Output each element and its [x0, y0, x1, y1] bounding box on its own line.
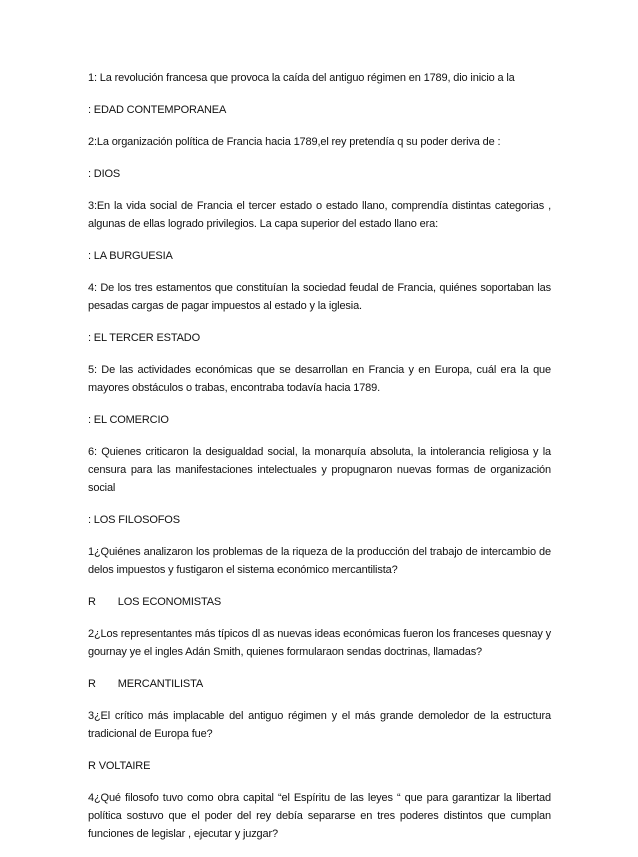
question-2: 2:La organización política de Francia hacia 1789,el rey pretendía q su poder deriva de : — [88, 136, 501, 148]
answer-9: R VOLTAIRE — [88, 760, 151, 772]
question-8: 2¿Los representantes más típicos dl as nuevas ideas económicas fueron los franceses quesnay y gournay ye el ingles Adán Smith, quienes formularaon sendas doctrinas, llamadas? — [88, 628, 551, 658]
answer-4: : EL TERCER ESTADO — [88, 332, 201, 344]
answer-3: : LA BURGUESIA — [88, 250, 173, 262]
question-7: 1¿Quiénes analizaron los problemas de la riqueza de la producción del trabajo de intercambio de delos impuestos y fustigaron el sistema económico mercantilista? — [88, 546, 551, 576]
answer-prefix: R — [88, 596, 96, 608]
answer-7 — [88, 593, 551, 611]
answer-prefix: R — [88, 678, 96, 690]
answer-text: MERCANTILISTA — [117, 678, 204, 690]
question-6: 6: Quienes criticaron la desigualdad social, la monarquía absoluta, la intolerancia religiosa y la censura para las manifestaciones intelectuales y propugnaron nuevas formas de organización social — [88, 446, 551, 494]
answer-5: : EL COMERCIO — [88, 414, 169, 426]
question-5: 5: De las actividades económicas que se desarrollan en Francia y en Europa, cuál era la que mayores obstáculos o trabas, encontraba todavía hacia 1789. — [88, 364, 551, 394]
question-1: 1: La revolución francesa que provoca la caída del antiguo régimen en 1789, dio inicio a la — [88, 72, 515, 84]
answer-8 — [88, 675, 551, 693]
document-page — [88, 69, 551, 857]
question-3: 3:En la vida social de Francia el tercer estado o estado llano, comprendía distintas categorias , algunas de ellas logrado privilegios. La capa superior del estado llano era: — [88, 200, 551, 230]
answer-1: : EDAD CONTEMPORANEA — [88, 104, 227, 116]
answer-2: : DIOS — [88, 168, 121, 180]
question-10: 4¿Qué filosofo tuvo como obra capital “el Espíritu de las leyes “ que para garantizar la libertad política sostuvo que el poder del rey debía separarse en tres poderes distintos que cumplan funciones de legislar , ejecutar y juzgar? — [88, 792, 551, 840]
answer-6: : LOS FILOSOFOS — [88, 514, 180, 526]
question-9: 3¿El crítico más implacable del antiguo régimen y el más grande demoledor de la estructura tradicional de Europa fue? — [88, 710, 551, 740]
question-4: 4: De los tres estamentos que constituían la sociedad feudal de Francia, quiénes soportaban las pesadas cargas de pagar impuestos al estado y la iglesia. — [88, 282, 551, 312]
answer-text: LOS ECONOMISTAS — [117, 596, 222, 608]
